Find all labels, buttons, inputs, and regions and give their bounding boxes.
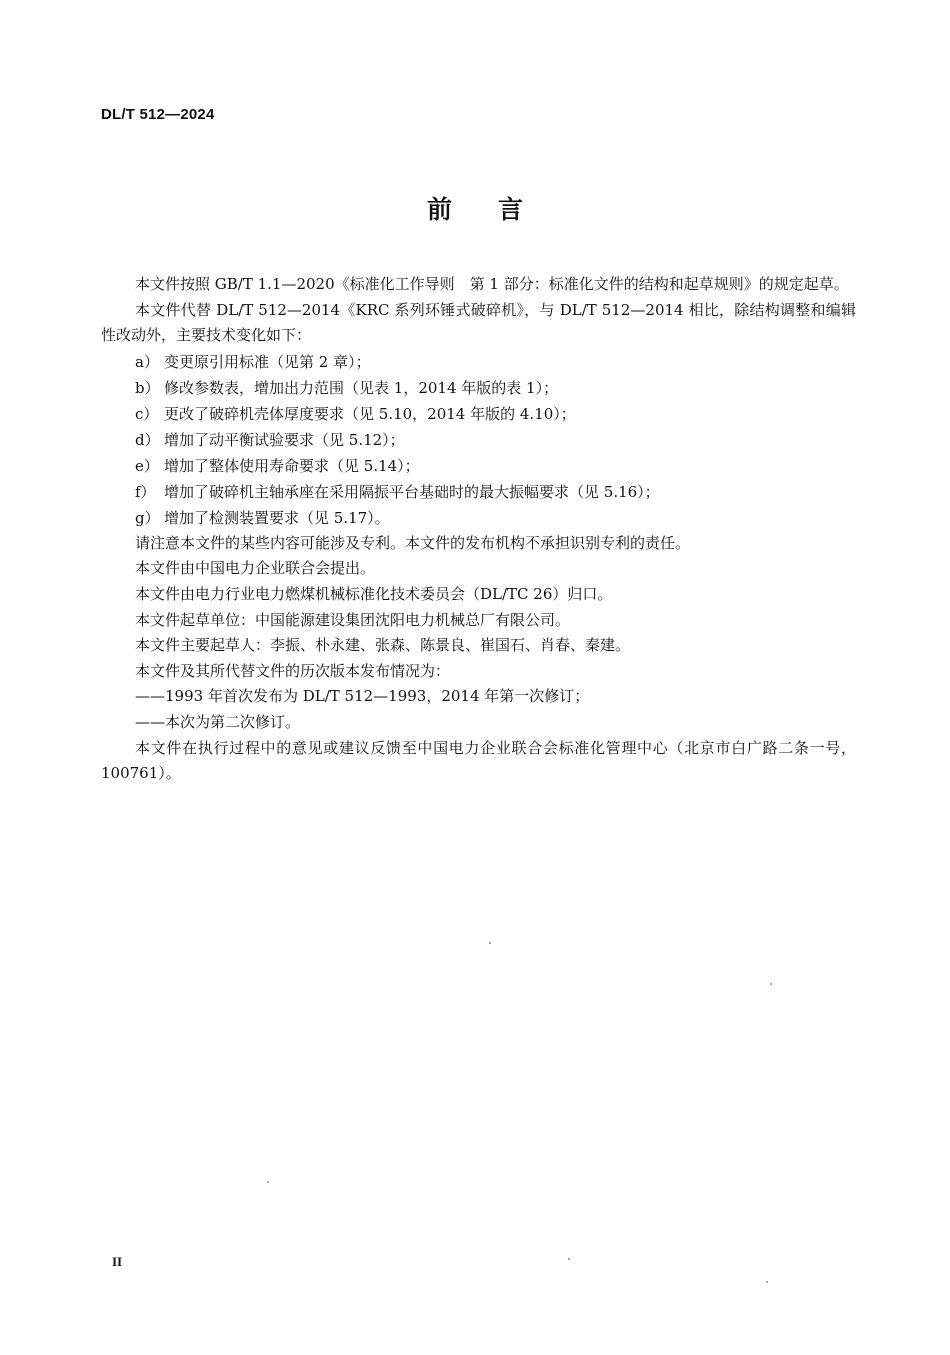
paragraph-drafters: 本文件主要起草人：李振、朴永建、张森、陈景良、崔国石、肖春、秦建。 <box>135 636 631 655</box>
list-item <box>101 453 856 479</box>
paragraph-feedback: 本文件在执行过程中的意见或建议反馈至中国电力企业联合会标准化管理中心（北京市白广路二条一号，100761）。 <box>101 738 856 783</box>
list-item-label: f） <box>135 482 156 501</box>
paragraph-drafting-unit: 本文件起草单位：中国能源建设集团沈阳电力机械总厂有限公司。 <box>135 610 571 629</box>
list-item-label: g） <box>135 508 160 527</box>
list-item <box>101 505 856 531</box>
list-item-text: 增加了破碎机主轴承座在采用隔振平台基础时的最大振幅要求（见 5.16）； <box>164 482 660 501</box>
scan-speck <box>770 983 772 985</box>
list-item-text: 修改参数表，增加出力范围（见表 1，2014 年版的表 1）； <box>164 378 559 397</box>
document-code-header: DL/T 512—2024 <box>101 106 215 123</box>
list-item <box>101 375 856 401</box>
list-item-label: a） <box>135 352 159 371</box>
list-item-text: 增加了检测装置要求（见 5.17）。 <box>164 508 390 527</box>
list-item-label: d） <box>135 430 160 449</box>
history-item: ——本次为第二次修订。 <box>135 712 301 731</box>
list-item-label: e） <box>135 456 159 475</box>
list-item <box>101 427 856 453</box>
paragraph-drafting-basis: 本文件按照 GB/T 1.1—2020《标准化工作导则 第 1 部分：标准化文件的结构和起草规则》的规定起草。 <box>135 275 849 293</box>
list-item-text: 更改了破碎机壳体厚度要求（见 5.10，2014 年版的 4.10）； <box>164 404 576 423</box>
paragraph-committee: 本文件由电力行业电力燃煤机械标准化技术委员会（DL/TC 26）归口。 <box>135 584 613 603</box>
paragraph-history-intro: 本文件及其所代替文件的历次版本发布情况为： <box>135 661 451 680</box>
changes-list <box>101 349 856 531</box>
preface-body <box>101 272 856 787</box>
scan-speck <box>267 1181 269 1183</box>
scan-speck <box>489 942 491 944</box>
list-item <box>101 479 856 505</box>
page-title: 前言 <box>426 195 569 224</box>
paragraph-replacement: 本文件代替 DL/T 512—2014《KRC 系列环锤式破碎机》，与 DL/T 512—2014 相比，除结构调整和编辑性改动外，主要技术变化如下： <box>101 300 856 345</box>
list-item <box>101 401 856 427</box>
history-item: ——1993 年首次发布为 DL/T 512—1993，2014 年第一次修订； <box>135 687 590 706</box>
list-item-label: c） <box>135 404 159 423</box>
list-item-text: 增加了整体使用寿命要求（见 5.14）； <box>164 456 420 475</box>
list-item <box>101 349 856 375</box>
list-item-text: 增加了动平衡试验要求（见 5.12）； <box>164 430 405 449</box>
paragraph-proposer: 本文件由中国电力企业联合会提出。 <box>135 559 376 578</box>
list-item-text: 变更原引用标准（见第 2 章）； <box>164 352 371 371</box>
list-item-label: b） <box>135 378 160 397</box>
scan-speck <box>568 1258 570 1260</box>
page-number: II <box>112 1254 123 1269</box>
paragraph-patent-notice: 请注意本文件的某些内容可能涉及专利。本文件的发布机构不承担识别专利的责任。 <box>135 533 691 552</box>
scan-speck <box>766 1281 768 1283</box>
